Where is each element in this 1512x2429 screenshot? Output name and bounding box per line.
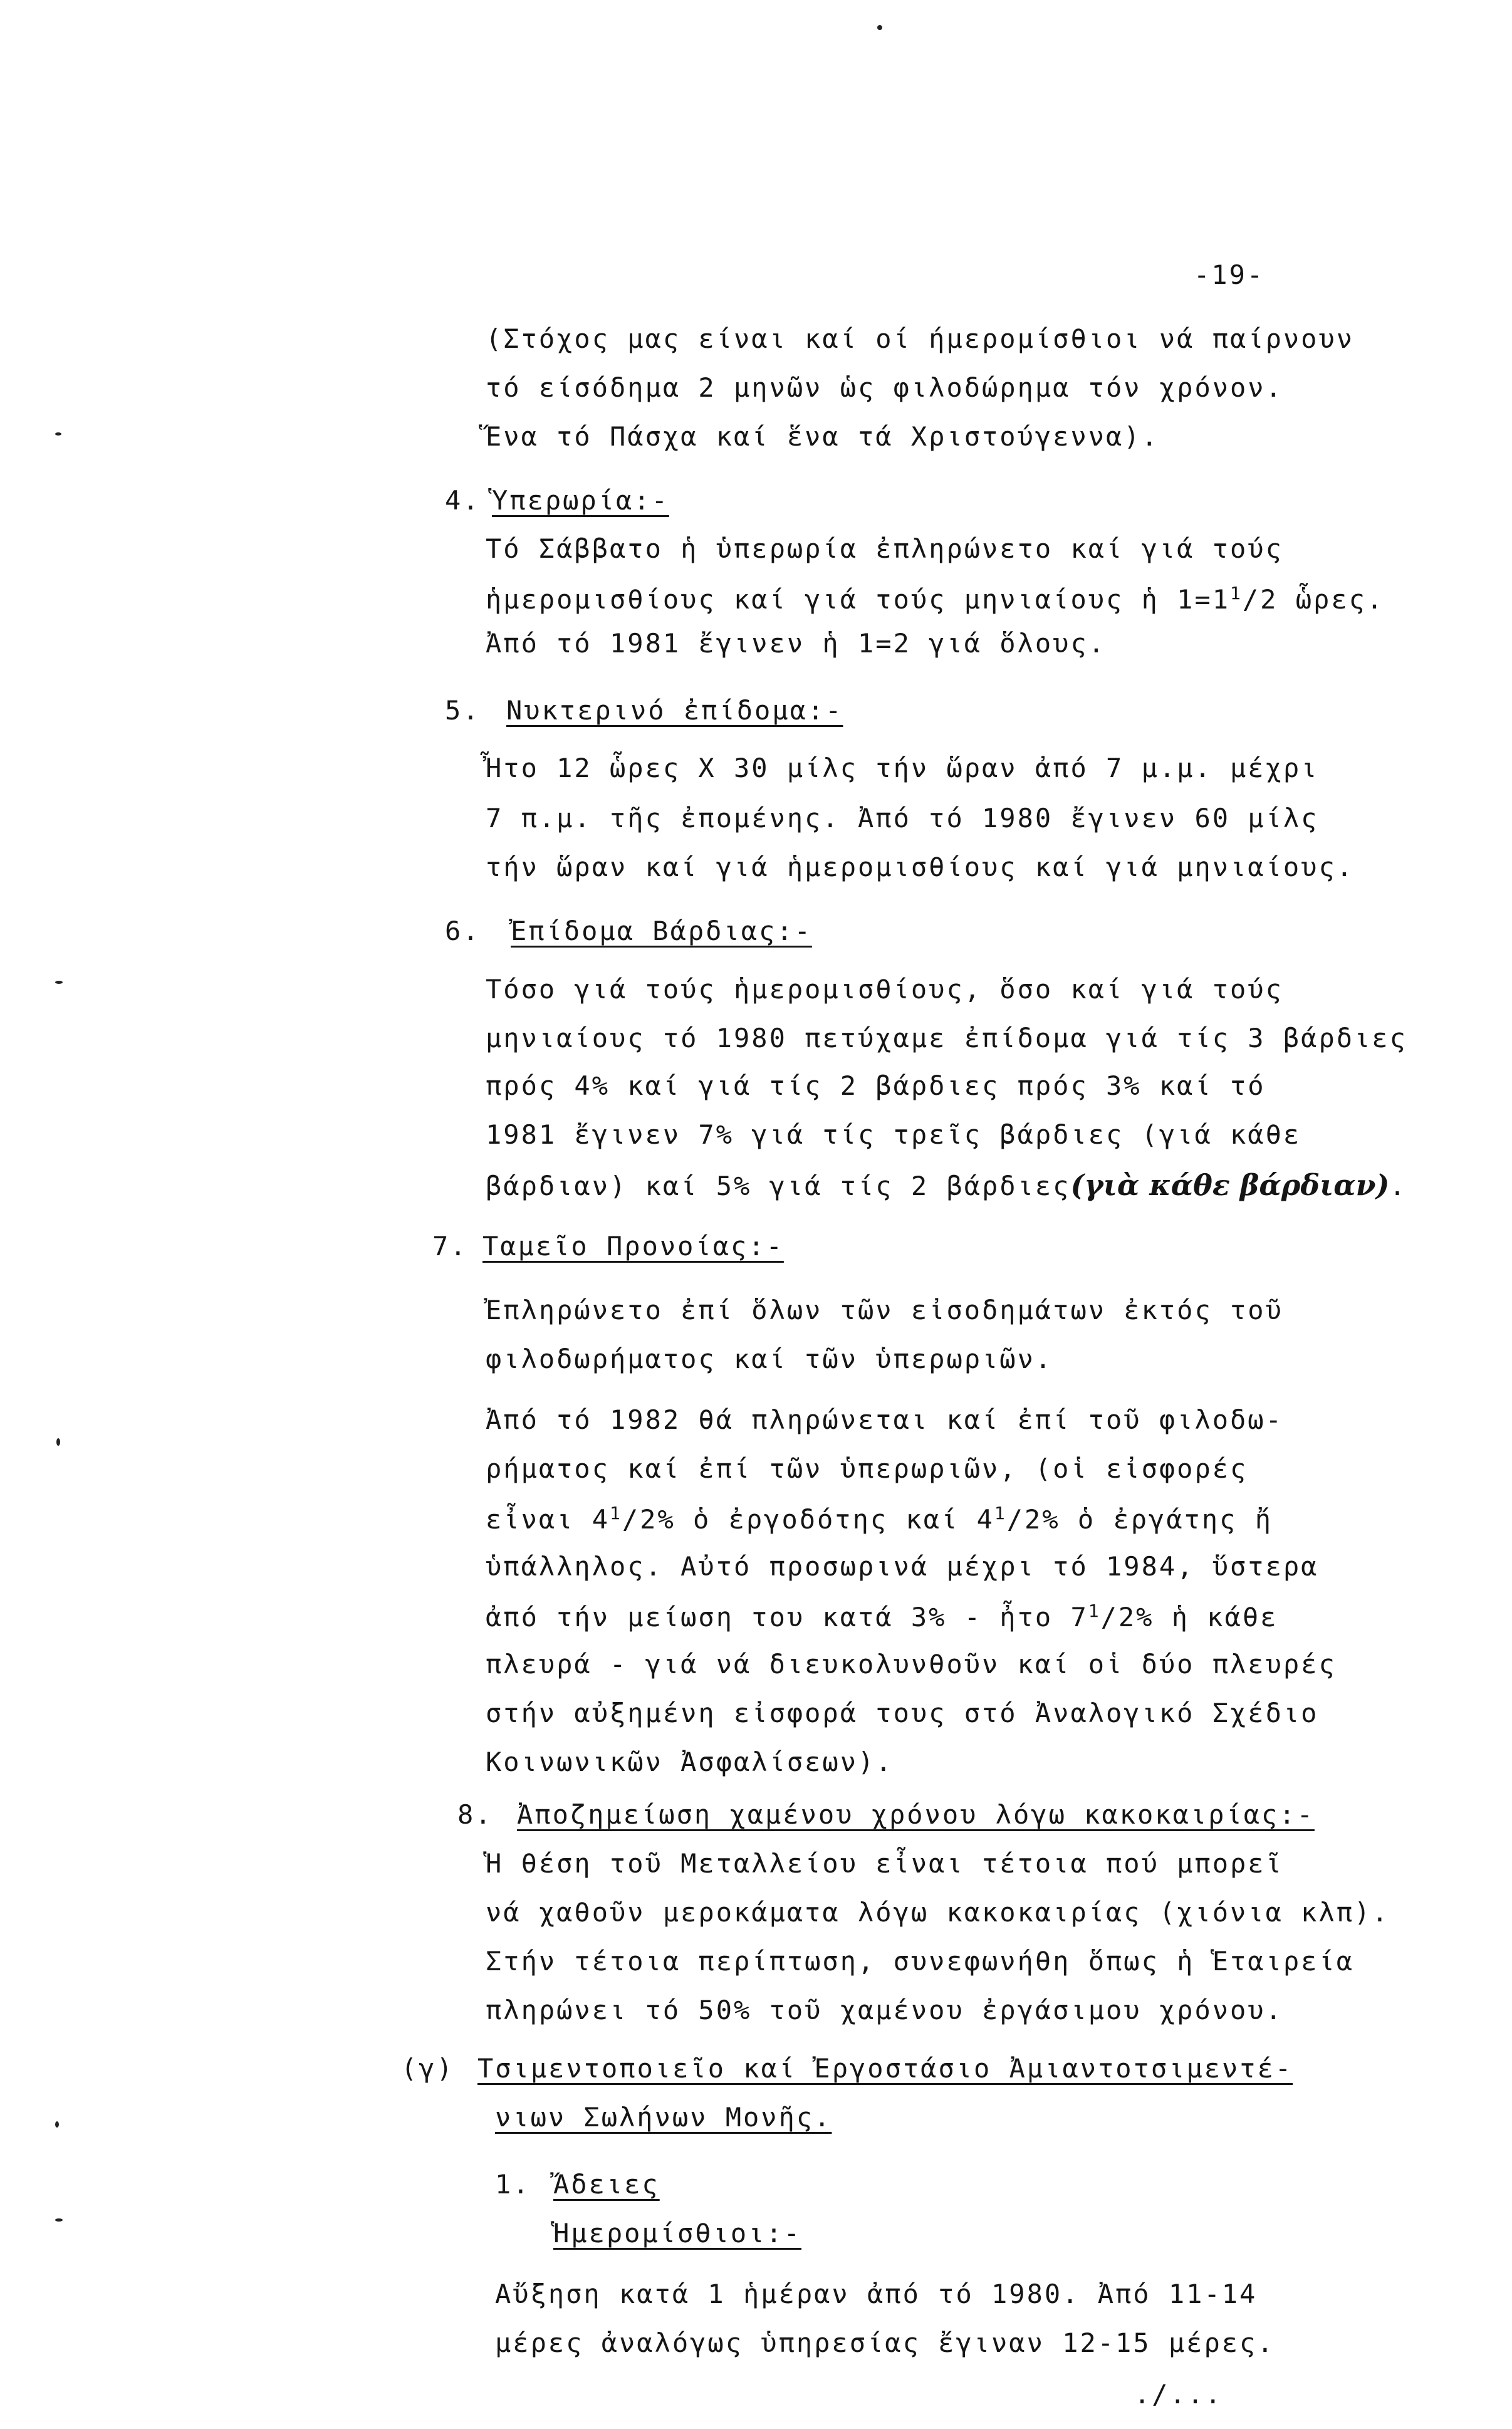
item-6-line-4: 1981 ἔγινεν 7% γιά τίς τρεῖς βάρδιες (γιά κάθε: [486, 1119, 1301, 1150]
section-c-title-line-1: Τσιμεντοποιεῖο καί Ἐργοστάσιο Ἀμιαντοτσιμεντέ-: [477, 2053, 1293, 2084]
item-6-line-2: μηνιαίους τό 1980 πετύχαμε ἐπίδομα γιά τίς 3 βάρδιες: [486, 1023, 1407, 1053]
fraction-superscript: 1: [610, 1503, 622, 1523]
item-4-number: 4.: [445, 485, 481, 516]
item-7-para-2-line-1: Ἀπό τό 1982 θά πληρώνεται καί ἐπί τοῦ φιλοδω-: [486, 1404, 1283, 1435]
item-7-heading: Ταμεῖο Προνοίας:-: [482, 1231, 784, 1262]
item-7-para-2-line-6: πλευρά - γιά νά διευκολυνθοῦν καί οἱ δύο πλευρές: [486, 1649, 1337, 1679]
item-4-heading: Ὑπερωρία:-: [492, 485, 669, 516]
scan-speck: [55, 981, 63, 984]
scan-speck: [56, 1438, 60, 1446]
item-8-number: 8.: [457, 1799, 493, 1830]
item-6-number: 6.: [445, 916, 481, 946]
intro-line-3: Ἕνα τό Πάσχα καί ἕνα τά Χριστούγεννα).: [486, 421, 1159, 452]
item-5-line-3: τήν ὥραν καί γιά ἡμερομισθίους καί γιά μηνιαίους.: [486, 852, 1355, 882]
item-6-line-3: πρός 4% καί γιά τίς 2 βάρδιες πρός 3% καί τό: [486, 1070, 1266, 1101]
section-c-label: (γ): [401, 2053, 454, 2084]
item-8-line-3: Στήν τέτοια περίπτωση, συνεφωνήθη ὅπως ἡ Ἑταιρεία: [486, 1946, 1355, 1977]
item-7-para-2-line-2: ρήματος καί ἐπί τῶν ὑπερωριῶν, (οἱ εἰσφορές: [486, 1453, 1248, 1484]
item-6-line-1: Τόσο γιά τούς ἡμερομισθίους, ὅσο καί γιά τούς: [486, 974, 1283, 1005]
item-5-line-2: 7 π.μ. τῆς ἐπομένης. Ἀπό τό 1980 ἔγινεν 60 μίλς: [486, 803, 1319, 833]
section-c-line-2: μέρες ἀναλόγως ὑπηρεσίας ἔγιναν 12-15 μέρες.: [495, 2327, 1275, 2358]
intro-line-2: τό είσόδημα 2 μηνῶν ὡς φιλοδώρημα τόν χρόνον.: [486, 372, 1283, 403]
scan-speck: [877, 25, 882, 30]
handwritten-annotation: (γιὰ κάθε βάρδιαν): [1070, 1168, 1390, 1202]
section-c-sub-subheading: Ἡμερομίσθιοι:-: [553, 2218, 802, 2249]
section-c-title-line-2: νιων Σωλήνων Μονῆς.: [495, 2102, 832, 2133]
item-8-line-2: νά χαθοῦν μεροκάματα λόγω κακοκαιρίας (χιόνια κλπ).: [486, 1897, 1390, 1928]
item-7-para-2-line-7: στήν αὐξημένη εἰσφορά τους στό Ἀναλογικό Σχέδιο: [486, 1698, 1319, 1728]
scan-speck: [55, 2121, 59, 2128]
item-8-line-1: Ἡ θέση τοῦ Μεταλλείου εἶναι τέτοια πού μπορεῖ: [486, 1848, 1283, 1879]
item-5-number: 5.: [445, 695, 481, 726]
item-7-para-2-line-3: εἶναι $4^1/2\%$ ὁ ἐργοδότης καί $4^1/2\%$ ὁ ἐργάτης ἤ: [486, 1503, 1273, 1535]
item-8-heading: Ἀποζημείωση χαμένου χρόνου λόγω κακοκαιρίας:-: [517, 1799, 1315, 1830]
continuation-marker: ./...: [1134, 2379, 1223, 2410]
fraction-superscript: 1: [1088, 1601, 1101, 1621]
item-6-heading: Ἐπίδομα Βάρδιας:-: [511, 916, 812, 946]
item-7-para-2-line-4: ὑπάλληλος. Αὐτό προσωρινά μέχρι τό 1984, ὕστερα: [486, 1551, 1319, 1582]
intro-line-1: (Στόχος μας είναι καί οί ήμερομίσθιοι νά παίρνουν: [486, 323, 1355, 354]
scan-speck: [55, 432, 61, 436]
section-c-sub-number: 1.: [495, 2169, 531, 2200]
page-number: -19-: [1194, 259, 1265, 290]
item-7-number: 7.: [432, 1231, 468, 1262]
scan-speck: [55, 2218, 63, 2222]
item-7-para-2-line-8: Κοινωνικῶν Ἀσφαλίσεων).: [486, 1747, 894, 1777]
item-8-line-4: πληρώνει τό 50% τοῦ χαμένου ἐργάσιμου χρόνου.: [486, 1995, 1283, 2025]
item-7-para-1-line-1: Ἐπληρώνετο ἐπί ὅλων τῶν εἰσοδημάτων ἐκτός τοῦ: [486, 1295, 1283, 1325]
item-5-line-1: Ἦτο 12 ὧρες Χ 30 μίλς τήν ὥραν ἀπό 7 μ.μ. μέχρι: [486, 753, 1319, 783]
item-7-para-2-line-5: ἀπό τήν μείωση του κατά 3% - ἦτο $7^1/2\%$ ἡ κάθε: [486, 1601, 1278, 1632]
item-7-para-1-line-2: φιλοδωρήματος καί τῶν ὑπερωριῶν.: [486, 1344, 1053, 1374]
fraction-superscript: 1: [994, 1503, 1007, 1523]
section-c-line-1: Αὔξηση κατά 1 ἡμέραν ἀπό τό 1980. Ἀπό 11-14: [495, 2279, 1258, 2309]
item-5-heading: Νυκτερινό ἐπίδομα:-: [506, 695, 843, 726]
item-6-line-5: βάρδιαν) καί 5% γιά τίς 2 βάρδιες(γιὰ κάθε βάρδιαν).: [486, 1168, 1407, 1202]
item-4-line-2: ἡμερομισθίους καί γιά τούς μηνιαίους ἡ $1=1^1/2$ ὧρες.: [486, 583, 1385, 615]
item-4-line-3: Ἀπό τό 1981 ἔγινεν ἡ 1=2 γιά ὅλους.: [486, 628, 1107, 659]
section-c-sub-heading: Ἄδειες: [553, 2169, 660, 2200]
item-4-line-1: Τό Σάββατο ἡ ὑπερωρία ἐπληρώνετο καί γιά τούς: [486, 533, 1283, 564]
fraction-superscript: 1: [1230, 583, 1243, 603]
